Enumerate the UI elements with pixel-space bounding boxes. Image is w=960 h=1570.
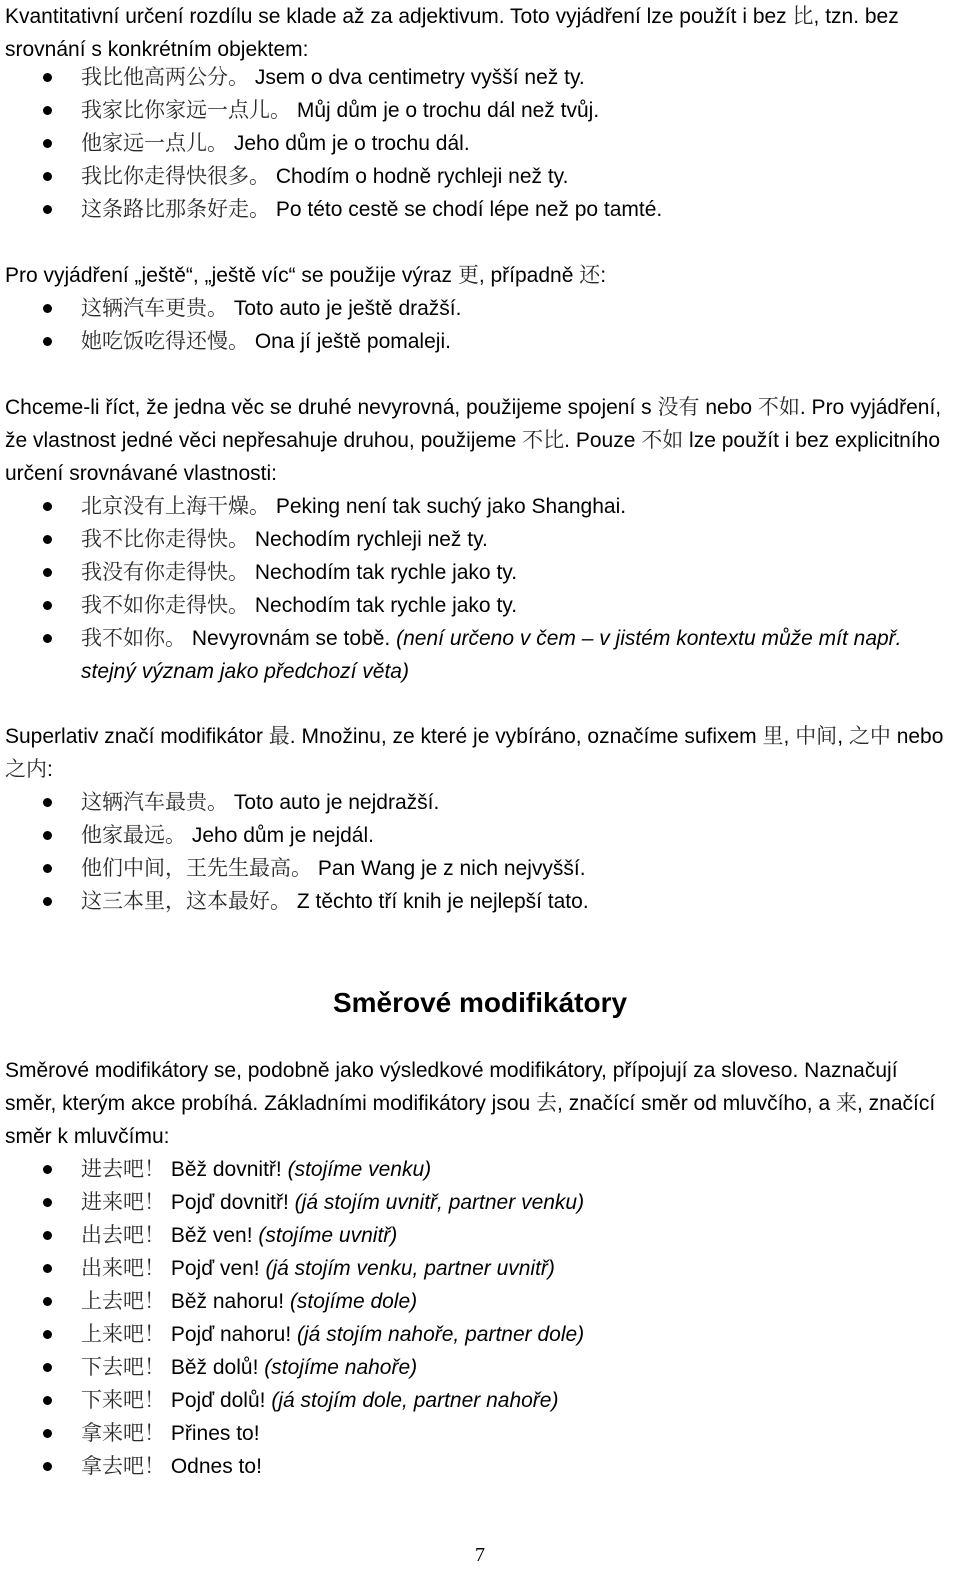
directional-modifiers-paragraph bbox=[5, 1054, 950, 1153]
translation: Pojď nahoru! bbox=[170, 1323, 292, 1346]
usage-note: (já stojím venku, partner uvnitř) bbox=[265, 1257, 555, 1280]
list-item bbox=[0, 1219, 950, 1252]
text: . Množinu, ze které je vybíráno, označíme sufixem bbox=[289, 725, 763, 748]
chinese-sentence: 这辆汽车更贵。 bbox=[81, 296, 228, 320]
directional-examples-list bbox=[0, 1153, 950, 1483]
list-item bbox=[0, 556, 950, 589]
chinese-sentence: 他家远一点儿。 bbox=[81, 131, 228, 155]
translation: Běž dolů! bbox=[170, 1356, 259, 1379]
usage-note: (stojíme uvnitř) bbox=[258, 1224, 398, 1247]
translation: Můj dům je o trochu dál než tvůj. bbox=[296, 99, 600, 122]
chinese-sentence: 上去吧！ bbox=[81, 1289, 165, 1313]
list-item bbox=[0, 1285, 950, 1318]
chinese-term: 来 bbox=[835, 1091, 857, 1115]
translation: Pan Wang je z nich nejvyšší. bbox=[317, 857, 586, 880]
list-item bbox=[0, 1318, 950, 1351]
comparison-examples-list bbox=[0, 61, 950, 226]
chinese-term: 比 bbox=[792, 4, 814, 28]
usage-note: (stojíme dole) bbox=[289, 1290, 418, 1313]
list-item bbox=[0, 325, 950, 358]
list-item bbox=[0, 1351, 950, 1384]
chinese-sentence: 我比他高两公分。 bbox=[81, 65, 249, 89]
text: , značící směr od mluvčího, a bbox=[557, 1092, 836, 1115]
section-heading: Směrové modifikátory bbox=[332, 987, 628, 1018]
text: , bbox=[783, 725, 796, 748]
list-item bbox=[0, 61, 950, 94]
list-item bbox=[0, 292, 950, 325]
text: Kvantitativní určení rozdílu se klade až za adjektivum. Toto vyjádření lze použít i bez bbox=[5, 5, 793, 28]
translation: Běž nahoru! bbox=[170, 1290, 285, 1313]
text: , značící směr k mluvčímu: bbox=[5, 1092, 936, 1148]
translation: Běž dovnitř! bbox=[170, 1158, 282, 1181]
list-item bbox=[0, 1417, 950, 1450]
usage-note: (stojíme nahoře) bbox=[264, 1356, 418, 1379]
chinese-sentence: 下来吧！ bbox=[81, 1388, 165, 1412]
list-item bbox=[0, 490, 950, 523]
chinese-sentence: 进来吧！ bbox=[81, 1190, 165, 1214]
text: , bbox=[837, 725, 849, 748]
chinese-term: 之中 bbox=[848, 724, 891, 748]
text: nebo bbox=[890, 725, 944, 748]
chinese-sentence: 下去吧！ bbox=[81, 1355, 165, 1379]
chinese-term: 更 bbox=[457, 263, 479, 287]
list-item bbox=[0, 1153, 950, 1186]
superlative-examples-list bbox=[0, 786, 950, 918]
list-item bbox=[0, 193, 950, 226]
chinese-sentence: 北京没有上海干燥。 bbox=[81, 494, 270, 518]
intensifier-examples-list bbox=[0, 292, 950, 358]
text: Chceme-li říct, že jedna věc se druhé nevyrovná, použijeme spojení s bbox=[5, 396, 658, 419]
chinese-sentence: 我不如你。 bbox=[81, 626, 186, 650]
translation: Odnes to! bbox=[170, 1455, 262, 1478]
chinese-sentence: 出去吧！ bbox=[81, 1223, 165, 1247]
list-item bbox=[0, 1186, 950, 1219]
translation: Toto auto je ještě dražší. bbox=[233, 297, 462, 320]
text: , tzn. bez srovnání s konkrétním objektem: bbox=[5, 5, 899, 61]
translation: Po této cestě se chodí lépe než po tamté. bbox=[275, 198, 663, 221]
text: Superlativ značí modifikátor bbox=[5, 725, 269, 748]
list-item bbox=[0, 1384, 950, 1417]
chinese-sentence: 他家最远。 bbox=[81, 823, 186, 847]
chinese-sentence: 拿去吧！ bbox=[81, 1454, 165, 1478]
negative-comparison-examples-list bbox=[0, 490, 950, 688]
list-item bbox=[0, 94, 950, 127]
list-item bbox=[0, 622, 950, 688]
chinese-term: 中间 bbox=[795, 724, 838, 748]
usage-note: (já stojím dole, partner nahoře) bbox=[271, 1389, 559, 1412]
chinese-term: 还 bbox=[579, 263, 601, 287]
chinese-sentence: 这辆汽车最贵。 bbox=[81, 790, 228, 814]
chinese-sentence: 上来吧！ bbox=[81, 1322, 165, 1346]
text: : bbox=[47, 758, 53, 781]
usage-note: (stojíme venku) bbox=[287, 1158, 432, 1181]
translation: Toto auto je nejdražší. bbox=[233, 791, 440, 814]
translation: Nevyrovnám se tobě. bbox=[191, 627, 391, 650]
translation: Jeho dům je o trochu dál. bbox=[233, 132, 470, 155]
text: : bbox=[600, 264, 607, 287]
chinese-sentence: 出来吧！ bbox=[81, 1256, 165, 1280]
list-item bbox=[0, 1450, 950, 1483]
chinese-term: 最 bbox=[268, 724, 290, 748]
list-item bbox=[0, 885, 950, 918]
chinese-term: 不比 bbox=[522, 428, 565, 452]
text: Pro vyjádření „ještě“, „ještě víc“ se použije výraz bbox=[5, 264, 458, 287]
page-number: 7 bbox=[475, 1544, 485, 1566]
chinese-sentence: 我不如你走得快。 bbox=[81, 593, 249, 617]
translation: Z těchto tří knih je nejlepší tato. bbox=[296, 890, 589, 913]
translation: Přines to! bbox=[170, 1422, 260, 1445]
chinese-sentence: 这三本里，这本最好。 bbox=[81, 889, 291, 913]
translation: Ona jí ještě pomaleji. bbox=[254, 330, 451, 353]
translation: Nechodím rychleji než ty. bbox=[254, 528, 488, 551]
text: . Pouze bbox=[564, 429, 642, 452]
translation: Peking není tak suchý jako Shanghai. bbox=[275, 495, 627, 518]
list-item bbox=[0, 160, 950, 193]
chinese-term: 没有 bbox=[657, 395, 700, 419]
translation: Pojď dovnitř! bbox=[170, 1191, 289, 1214]
chinese-sentence: 我比你走得快很多。 bbox=[81, 164, 270, 188]
intensifier-paragraph bbox=[5, 259, 950, 292]
list-item bbox=[0, 1252, 950, 1285]
chinese-sentence: 她吃饭吃得还慢。 bbox=[81, 329, 249, 353]
text: lze použít i bez explicitního určení srovnávané vlastnosti: bbox=[5, 429, 941, 485]
chinese-term: 里 bbox=[762, 724, 784, 748]
translation: Nechodím tak rychle jako ty. bbox=[254, 561, 518, 584]
chinese-term: 去 bbox=[536, 1091, 558, 1115]
usage-note: (není určeno v čem – v jistém kontextu může mít např. stejný význam jako předchozí věta) bbox=[81, 627, 902, 683]
translation: Pojď ven! bbox=[170, 1257, 260, 1280]
text: nebo bbox=[699, 396, 758, 419]
translation: Běž ven! bbox=[170, 1224, 253, 1247]
text: , případně bbox=[478, 264, 580, 287]
usage-note: (já stojím uvnitř, partner venku) bbox=[294, 1191, 585, 1214]
chinese-sentence: 我没有你走得快。 bbox=[81, 560, 249, 584]
translation: Jsem o dva centimetry vyšší než ty. bbox=[254, 66, 585, 89]
intro-paragraph bbox=[5, 0, 950, 66]
list-item bbox=[0, 786, 950, 819]
text: . Pro vyjádření, že vlastnost jedné věci nepřesahuje druhou, použijeme bbox=[5, 396, 942, 452]
chinese-sentence: 他们中间，王先生最高。 bbox=[81, 856, 312, 880]
translation: Chodím o hodně rychleji než ty. bbox=[275, 165, 569, 188]
translation: Nechodím tak rychle jako ty. bbox=[254, 594, 518, 617]
chinese-term: 之内 bbox=[5, 757, 47, 781]
list-item bbox=[0, 127, 950, 160]
chinese-sentence: 这条路比那条好走。 bbox=[81, 197, 270, 221]
text: Směrové modifikátory se, podobně jako výsledkové modifikátory, přípojují za sloveso. Naznačují směr, kterým akce probíhá. Základními modifikátory jsou bbox=[5, 1059, 898, 1115]
list-item bbox=[0, 852, 950, 885]
list-item bbox=[0, 523, 950, 556]
translation: Jeho dům je nejdál. bbox=[191, 824, 374, 847]
negative-comparison-paragraph bbox=[5, 391, 950, 490]
usage-note: (já stojím nahoře, partner dole) bbox=[297, 1323, 585, 1346]
chinese-sentence: 我家比你家远一点儿。 bbox=[81, 98, 291, 122]
chinese-term: 不如 bbox=[757, 395, 800, 419]
list-item bbox=[0, 819, 950, 852]
chinese-sentence: 拿来吧！ bbox=[81, 1421, 165, 1445]
chinese-term: 不如 bbox=[641, 428, 684, 452]
translation: Pojď dolů! bbox=[170, 1389, 266, 1412]
superlative-paragraph bbox=[5, 720, 950, 786]
list-item bbox=[0, 589, 950, 622]
chinese-sentence: 我不比你走得快。 bbox=[81, 527, 249, 551]
chinese-sentence: 进去吧！ bbox=[81, 1157, 165, 1181]
